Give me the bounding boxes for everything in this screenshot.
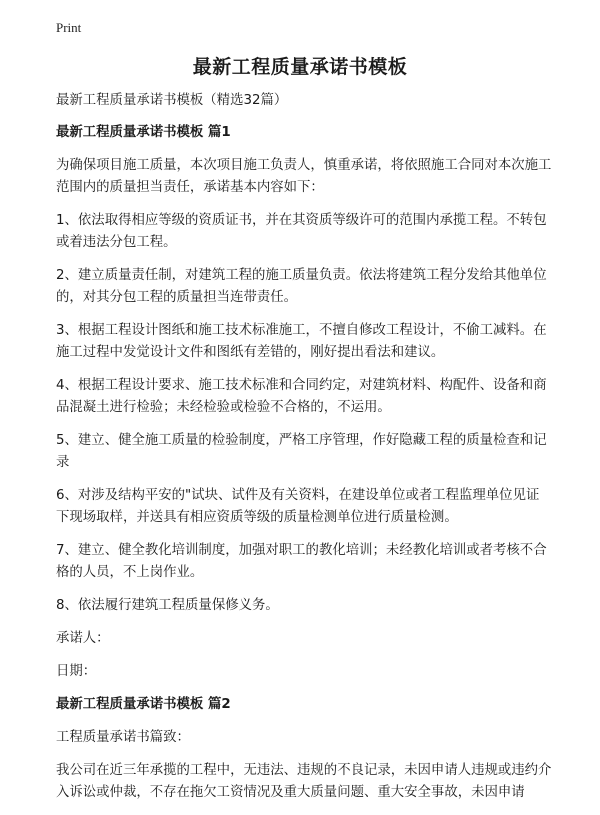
commitment-item-4: 4、根据工程设计要求、施工技术标准和合同约定，对建筑材料、构配件、设备和商品混凝土进行检验；未经检验或检验不合格的，不运用。 (56, 378, 547, 415)
signer-label: 承诺人： (56, 631, 110, 646)
commitment-item-7: 7、建立、健全教化培训制度，加强对职工的教化培训；未经教化培训或者考核不合格的人员，不上岗作业。 (56, 543, 547, 580)
commitment-item-8: 8、依法履行建筑工程质量保修义务。 (56, 598, 279, 613)
print-label: Print (56, 20, 82, 35)
section-2-intro: 工程质量承诺书篇致： (56, 730, 190, 745)
document-body (56, 90, 552, 815)
section-heading-1: 最新工程质量承诺书模板 篇1 (56, 125, 231, 140)
commitment-item-2: 2、建立质量责任制，对建筑工程的施工质量负责。依法将建筑工程分发给其他单位的，对其分包工程的质量担当连带责任。 (56, 268, 547, 305)
section-2-body: 我公司在近三年承揽的工程中，无违法、违规的不良记录，未因申请人违规或违约介入诉讼或仲裁，不存在拖欠工资情况及重大质量问题、重大安全事故，未因申请 (56, 763, 552, 800)
commitment-item-1: 1、依法取得相应等级的资质证书，并在其资质等级许可的范围内承揽工程。不转包或着违法分包工程。 (56, 213, 547, 250)
commitment-item-6: 6、对涉及结构平安的"试块、试件及有关资料，在建设单位或者工程监理单位见证下现场取样，并送具有相应资质等级的质量检测单位进行质量检测。 (56, 488, 540, 525)
date-label: 日期： (56, 664, 97, 679)
section-1-intro: 为确保项目施工质量，本次项目施工负责人，慎重承诺，将依照施工合同对本次施工范围内的质量担当责任，承诺基本内容如下： (56, 158, 552, 195)
section-heading-2: 最新工程质量承诺书模板 篇2 (56, 697, 231, 712)
document-title: 最新工程质量承诺书模板 (192, 56, 408, 78)
commitment-item-5: 5、建立、健全施工质量的检验制度，严格工序管理，作好隐藏工程的质量检查和记录 (56, 433, 547, 470)
document-subtitle: 最新工程质量承诺书模板（精选32篇） (56, 93, 288, 108)
commitment-item-3: 3、根据工程设计图纸和施工技术标准施工，不擅自修改工程设计，不偷工减料。在施工过程中发觉设计文件和图纸有差错的，刚好提出看法和建议。 (56, 323, 547, 360)
